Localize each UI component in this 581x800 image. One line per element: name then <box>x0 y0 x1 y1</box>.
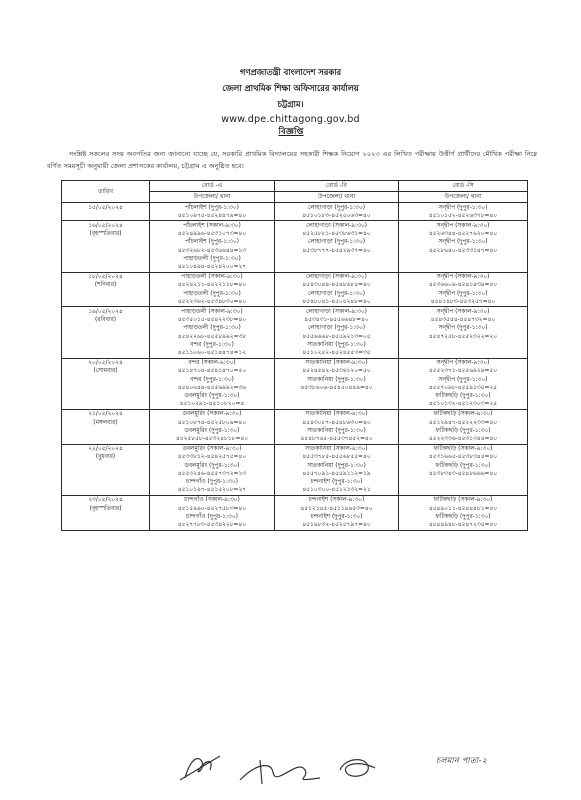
weekday-value: (রবিবার) <box>94 317 117 324</box>
board-a-cell <box>150 221 275 272</box>
roll-range: ৪৫৪০৬৪৯-৪৫৫৬৯৯২=৩৬ <box>177 384 247 391</box>
board-c-cell <box>399 221 528 272</box>
date-value: ২০/০৫/২০২৪ <box>88 360 123 367</box>
roll-range: ৪৫৪৮৭৬৫-৪৫৫৩৭৪৫২=৪০ <box>300 435 373 442</box>
board-c-cell <box>399 358 528 409</box>
upazila-session: সাতকানিয়া (দুপুর-১:৩০) <box>307 376 366 383</box>
roll-range: ৪৫১২৯৪৭-৪৫২২২৩৩=৪০ <box>428 419 498 426</box>
roll-range: ৪৫১৪৭০৪-৪৫৪১৪৭০=৫০ <box>177 368 247 375</box>
upazila-session: ফটিকছড়ি (সকাল-৯:৩০) <box>433 411 493 418</box>
board-a-cell <box>150 495 275 530</box>
roll-range: ৪৫৫৬৬৬৮-৪৫৫৯২১৩=০৫ <box>302 333 371 340</box>
board-b-subheader: উপজেলা/ থানা <box>275 192 399 203</box>
weekday-value: (সোমবার) <box>93 368 118 375</box>
upazila-session: লোহাগাড়া (দুপুর-১:৩০) <box>307 239 366 246</box>
upazila-session: ফটিকছড়ি (দুপুর-১:৩০) <box>435 427 491 434</box>
upazila-session: চন্দনাইশ (সকাল-৯:৩০) <box>308 497 365 504</box>
date-value: ১৯/০৫/২০২৪ <box>88 308 123 315</box>
roll-range: ৪৫৫৩৭৮৫-৪৫৫৬৮৫৫=৪০ <box>302 454 371 461</box>
upazila-session: পাহাড়তলী (সকাল-৯:৩০) <box>181 308 243 315</box>
upazila-session: সাতকানিয়া (দুপুর-১:৩০) <box>307 341 366 348</box>
board-c-cell <box>399 409 528 444</box>
roll-range: ৪৫২২৩৩৬-৪৫৩১৩৪৪=৪০ <box>428 435 498 442</box>
weekday-value: (শনিবার) <box>94 282 117 289</box>
upazila-session: ডবলমুরিং (সকাল-৯:৩০) <box>182 446 242 453</box>
board-b-cell <box>275 444 399 495</box>
upazila-session: ডবলমুরিং (সকাল-৯:৩০) <box>182 411 242 418</box>
board-a-cell <box>150 358 275 409</box>
upazila-session: চন্দনাইশ (দুপুর-১:৩০) <box>310 479 363 485</box>
upazila-session: লোহাগাড়া (সকাল-৯:৩০) <box>306 308 367 315</box>
roll-range: ৪৫২৫৮৫৮-৪৫৩২৪৮১৮=৪০ <box>175 435 249 442</box>
upazila-session: ফটিকছড়ি (দুপুর-১:৩০) <box>435 513 491 520</box>
roll-range: ৪৫৩২৬৮২-৪৫৩৬৬৪৪=১৩ <box>177 247 247 254</box>
upazila-session: পাঁচলাইশ (সকাল-৯:৩০) <box>183 222 241 229</box>
government-name: গণপ্রজাতন্ত্রী বাংলাদেশ সরকার <box>239 67 342 77</box>
roll-range: ৪৫১০১৯৭-৪৫১৫২০৮=২৭ <box>177 487 247 494</box>
weekday-value: (মঙ্গলবার) <box>93 419 118 426</box>
office-location: চট্টগ্রাম। <box>277 99 304 109</box>
roll-range: ৪৫৪৩০৮৭-৪৫৪৮৬৩০=৪০ <box>302 419 371 426</box>
date-value: ১৮/০৫/২০২৪ <box>88 274 123 281</box>
roll-range: ৪৫১০৮৭৪-৪৫২৫৮০৯=৪০ <box>177 419 247 426</box>
notice-intro: সংশ্লিষ্ট সকলের সদয় অবগতির জন্য জানানো যাচ্ছে যে, সরকারি প্রাথমিক বিদ্যালয়ের সহকারী শিক্ষক নিয়োগ ২০২৩ এর লিখিত পরীক্ষায় উত্তীর্ণ প্রার্থীদের মৌখিক পরীক্ষা নিম্নে বর্ণিত সময়সূচী অনুযায়ী জেলা প্রশাসকের কার্যালয়, চট্টগ্রাম এ অনুষ্ঠিত হবে। <box>47 150 537 170</box>
board-b-cell <box>275 221 399 272</box>
signature-3 <box>340 760 375 777</box>
roll-range: ৪৫৫৩২৪৬-৪৫৫৭৩৭২=১৩ <box>177 470 247 477</box>
date-cell <box>62 221 150 272</box>
office-name: জেলা প্রাথমিক শিক্ষা অফিসারের কার্যালয় <box>222 83 359 93</box>
upazila-session: সন্দ্বীপ (দুপুর-১:৩০) <box>438 204 488 211</box>
upazila-session: বন্দর (দুপুর-১:৩০) <box>190 376 234 383</box>
upazila-session: পাহাড়তলী (দুপুর-১:৩০) <box>183 255 241 262</box>
upazila-session: সাতকানিয়া (দুপুর-১:৩০) <box>307 427 366 434</box>
upazila-session: সন্দ্বীপ (দুপুর-১:৩০) <box>438 325 488 332</box>
upazila-session: সন্দ্বীপ (দুপুর-১:৩০) <box>438 376 488 383</box>
weekday-value: (বুধবার) <box>95 454 116 461</box>
board-a-subheader: উপজেলা/ থানা <box>150 192 275 203</box>
board-c-cell <box>399 495 528 530</box>
board-b-cell <box>275 409 399 444</box>
roll-range: ৪৫৪১৪৮৩-৪৫৩২৫৭=৪০ <box>430 298 496 305</box>
upazila-session: ফটিকছড়ি (দুপুর-১:৩০) <box>435 462 491 469</box>
roll-range: ৪৫২৪৫৪২-৪৫৩৬১২০=৫০ <box>302 368 371 375</box>
roll-range: ৪৫১৯৮৩২-৪৫২৫৭৯৭=৪০ <box>302 522 371 529</box>
date-value: ২১/০৫/২০২৪ <box>88 411 123 418</box>
board-b-cell <box>275 307 399 358</box>
date-value: ২২/০৫/২০২৪ <box>88 446 123 453</box>
upazila-session: সন্দ্বীপ (দুপুর-১:৩০) <box>438 290 488 297</box>
roll-range: ৪৫৪৯০১১-৪৫৪৪৪৮১=৪০ <box>428 505 498 512</box>
upazila-session: সন্দ্বীপ (সকাল-৯:৩০) <box>436 274 490 281</box>
date-value: ২৩/০৫/২০২৪ <box>88 497 123 504</box>
board-a-cell <box>150 307 275 358</box>
upazila-session: ডবলমুরিং (দুপুর-১:৩০) <box>184 392 240 399</box>
date-column-header: তারিখ <box>62 181 150 203</box>
upazila-session: সন্দ্বীপ (সকাল-৯:৩০) <box>436 360 490 367</box>
board-b-cell <box>275 272 399 307</box>
board-c-cell <box>399 307 528 358</box>
upazila-session: সন্দ্বীপ (দুপুর-১:৩০) <box>438 239 488 246</box>
board-c-cell <box>399 203 528 221</box>
date-value: ১৬/০৫/২০২৪ <box>88 222 123 229</box>
table-row <box>62 203 528 221</box>
signature-2 <box>240 760 320 784</box>
signatures <box>150 740 400 790</box>
table-row <box>62 495 528 530</box>
upazila-session: ফটিকছড়ি (সকাল-৯:৩০) <box>433 446 493 453</box>
roll-range: ৪৫৪৪৯৪৮-৪৫৪৭২৩৫=৪০ <box>428 522 498 529</box>
roll-range: ৪৫৩৮৬০৬-৪৫৪৫০৪৪৯=৪০ <box>300 384 373 391</box>
roll-range: ৪৫২৭৭৮৩-৪৫৩৪২২৮=৪০ <box>177 522 247 529</box>
roll-range: ৪৫৩৫০১৫-৪৫৪২২৩৮=৪০ <box>177 317 247 324</box>
upazila-session: পাহাড়তলী (দুপুর-১:৩০) <box>183 325 241 332</box>
upazila-session: সন্দ্বীপ (সকাল-৯:৩০) <box>436 222 490 229</box>
date-cell <box>62 409 150 444</box>
upazila-session: ফটিকছড়ি (সকাল-৯:৩০) <box>433 497 493 504</box>
board-a-cell <box>150 272 275 307</box>
upazila-session: চান্দগাঁও (দুপুর-১:৩০) <box>186 513 238 520</box>
board-b-cell <box>275 495 399 530</box>
board-b-cell <box>275 358 399 409</box>
board-a-cell <box>150 409 275 444</box>
roll-range: ৪৫১০১৮৩-৪৫২৫০৬৩=৪০ <box>302 212 371 219</box>
upazila-session: ফটিকছড়ি (দুপুর-১:৩০) <box>435 392 491 399</box>
upazila-session: লোহাগাড়া (দুপুর-১:৩০) <box>307 290 366 297</box>
board-b-cell <box>275 203 399 221</box>
roll-range: ৪৫১০৯৭৫-৪৫২৪৪৭৯=৪০ <box>177 212 247 219</box>
upazila-session: বন্দর (সকাল-৯:৩০) <box>188 360 236 367</box>
upazila-session: সাতকানিয়া (দুপুর-১:৩০) <box>307 462 366 469</box>
board-b-header: বোর্ড -বি <box>275 181 399 192</box>
table-row <box>62 272 528 307</box>
date-value: ১৫/০৫/২০২৪ <box>88 204 123 211</box>
continued-page-note: চলমান পাতা-২ <box>436 756 488 765</box>
board-c-subheader: উপজেলা/ থানা <box>399 192 528 203</box>
date-cell <box>62 307 150 358</box>
board-c-header: বোর্ড -সি <box>399 181 528 192</box>
roll-range: ৪৫৩৪৩১-৪৫৫৬৬৪৮=৪০ <box>304 317 369 324</box>
upazila-session: পাঁচলাইশ (দুপুর-১:৩০) <box>185 239 239 246</box>
roll-range: ৪৫১০১৩২-৪৫১২৩০৩=২৫ <box>428 401 498 408</box>
date-cell <box>62 272 150 307</box>
board-a-header: বোর্ড -এ <box>150 181 275 192</box>
roll-range: ৪৫২৪২১১-৪৫২২১১৮=৪০ <box>177 282 247 289</box>
roll-range: ৪৫৫৭০৯৮-৪৫৫৯১৩৫=২৫ <box>428 384 498 391</box>
table-row <box>62 358 528 409</box>
schedule-body <box>62 203 528 531</box>
weekday-value: (বৃহস্পতিবার) <box>89 231 122 238</box>
upazila-session: লোহাগাড়া (সকাল-৯:৩০) <box>306 274 367 281</box>
schedule-table <box>61 180 528 531</box>
roll-range: ৪৫২৫৮৮১-৪৫৩৮৬৩১=৪০ <box>302 231 371 238</box>
upazila-session: সাতকানিয়া (সকাল-৯:৩০) <box>305 411 368 418</box>
table-row <box>62 444 528 495</box>
upazila-session: ডবলমুরিং (দুপুর-১:৩০) <box>184 462 240 469</box>
weekday-value: (বৃহস্পতিবার) <box>89 505 122 512</box>
roll-range: ৪৫২২৩৬২-৪৫৩৪৮৩০=৪০ <box>177 298 247 305</box>
date-cell <box>62 495 150 530</box>
roll-range: ৪৫১০২৯১-৪৫১০৮২০=৪ <box>179 401 245 408</box>
roll-range: ৪৫৩৬৬০৯-৪৫৪১৪৩৯=৪০ <box>428 282 498 289</box>
roll-range: ৪৫১৫৯৯০-৪৫২৭৫৮৩=৪০ <box>177 505 247 512</box>
upazila-session: পাহাড়তলী (দুপুর-১:৩০) <box>183 290 241 297</box>
upazila-session: চান্দগাঁও (দুপুর-১:৩০) <box>186 479 238 485</box>
board-a-cell <box>150 444 275 495</box>
roll-range: ৪৫৫২৩৭১-৪৫৫৬৯২৯=৫০ <box>428 368 498 375</box>
roll-range: ৪৫৪৩৫৪৪-৪৫৪৭৩২=৪০ <box>430 317 496 324</box>
roll-range: ৪৫৩১৬৬৫-৪৫৩৮৩৪৪=৪০ <box>428 454 498 461</box>
roll-range: ৪৫৩৮৭৭৭-৪৫৪২৯৩৭=৪০ <box>302 247 371 254</box>
roll-range: ৪৫৪৭২৫৮-৪৫৫২৩২২=২০ <box>428 333 498 340</box>
upazila-session: চন্দনাইশ (দুপুর-১:৩০) <box>310 513 363 520</box>
roll-range: ৪৫১০১৫২-৪৫২৬৩৭৮=৪০ <box>428 212 498 219</box>
roll-range: ৪৫১১০৬০-৪৫১৪৪৭৪=১২ <box>177 349 247 356</box>
roll-range: ৪৫২৪৯৯৬-৪৫৩১০৭৩=৪০ <box>177 231 247 238</box>
roll-range: ৪৫৪৮০৪১-৪৫০৫২৪৮=৪০ <box>302 298 371 305</box>
signature-1 <box>180 756 220 780</box>
upazila-session: চান্দগাঁও (সকাল-৯:৩০) <box>184 497 240 504</box>
table-row <box>62 221 528 272</box>
roll-range: ৪৫২৬৩৪৪-৪৫২৭৬২০=৪০ <box>428 231 498 238</box>
board-c-cell <box>399 272 528 307</box>
table-header-row <box>62 181 528 192</box>
roll-range: ৪৫২৮৬৪০-৪৫৩৩১৪৭=৪০ <box>428 247 498 254</box>
roll-range: ৪৫১০৪৯৪-৪৫২৪২০০=২৭ <box>177 263 247 270</box>
roll-range: ৪৫৩৩৮১২-৪৫৪২৫৭৫=৪০ <box>177 454 247 461</box>
upazila-session: পাঁচলাইশ (দুপুর-১:৩০) <box>185 204 239 211</box>
upazila-session: লোহাগাড়া (দুপুর-১:৩০) <box>307 204 366 211</box>
roll-range: ৪৫৫৭০৯১-৪৫৫৯১১২=১৯ <box>302 470 371 477</box>
board-a-cell <box>150 203 275 221</box>
roll-range: ৪৫৩৮৩৪৩-৪৫৪৮৬৬৬=৪০ <box>428 470 498 477</box>
table-row <box>62 307 528 358</box>
roll-range: ৪৫১২১৪৫-৪৫১১৯৪৫৩=৪০ <box>300 505 373 512</box>
roll-range: ৪৫১০৩০০-৪৫১২১৩২=২১ <box>302 487 371 494</box>
upazila-session: ডবলমুরিং (দুপুর-১:৩০) <box>184 427 240 434</box>
upazila-session: বন্দর (দুপুর-১:৩০) <box>190 341 234 348</box>
date-cell <box>62 358 150 409</box>
date-cell <box>62 444 150 495</box>
roll-range: ৪৫১০২৫২-৪৫২৪৫৫৩=৩৫ <box>302 349 371 356</box>
roll-range: ৪৫৪৩০৪৪-৪৫৪৮৬৮৫=৪০ <box>302 282 371 289</box>
upazila-session: পাহাড়তলী (সকাল-৯:৩০) <box>181 274 243 281</box>
upazila-session: সাতকানিয়া (সকাল-৯:৩০) <box>305 446 368 453</box>
upazila-session: সাতকানিয়া (সকাল-৯:৩০) <box>305 360 368 367</box>
date-cell <box>62 203 150 221</box>
letterhead <box>0 64 581 128</box>
notice-title: বিজ্ঞপ্তি <box>278 127 304 137</box>
table-row <box>62 409 528 444</box>
upazila-session: সন্দ্বীপ (সকাল-৯:৩০) <box>436 308 490 315</box>
board-c-cell <box>399 444 528 495</box>
website-link[interactable]: www.dpe.chittagong.gov.bd <box>221 114 360 125</box>
upazila-session: লোহাগাড়া (সকাল-৯:৩০) <box>306 222 367 229</box>
upazila-session: লোহাগাড়া (দুপুর-১:৩০) <box>307 325 366 332</box>
roll-range: ৪৫৪২২৬৮-৪৫৫৮৯৯২=৩৮ <box>177 333 247 340</box>
